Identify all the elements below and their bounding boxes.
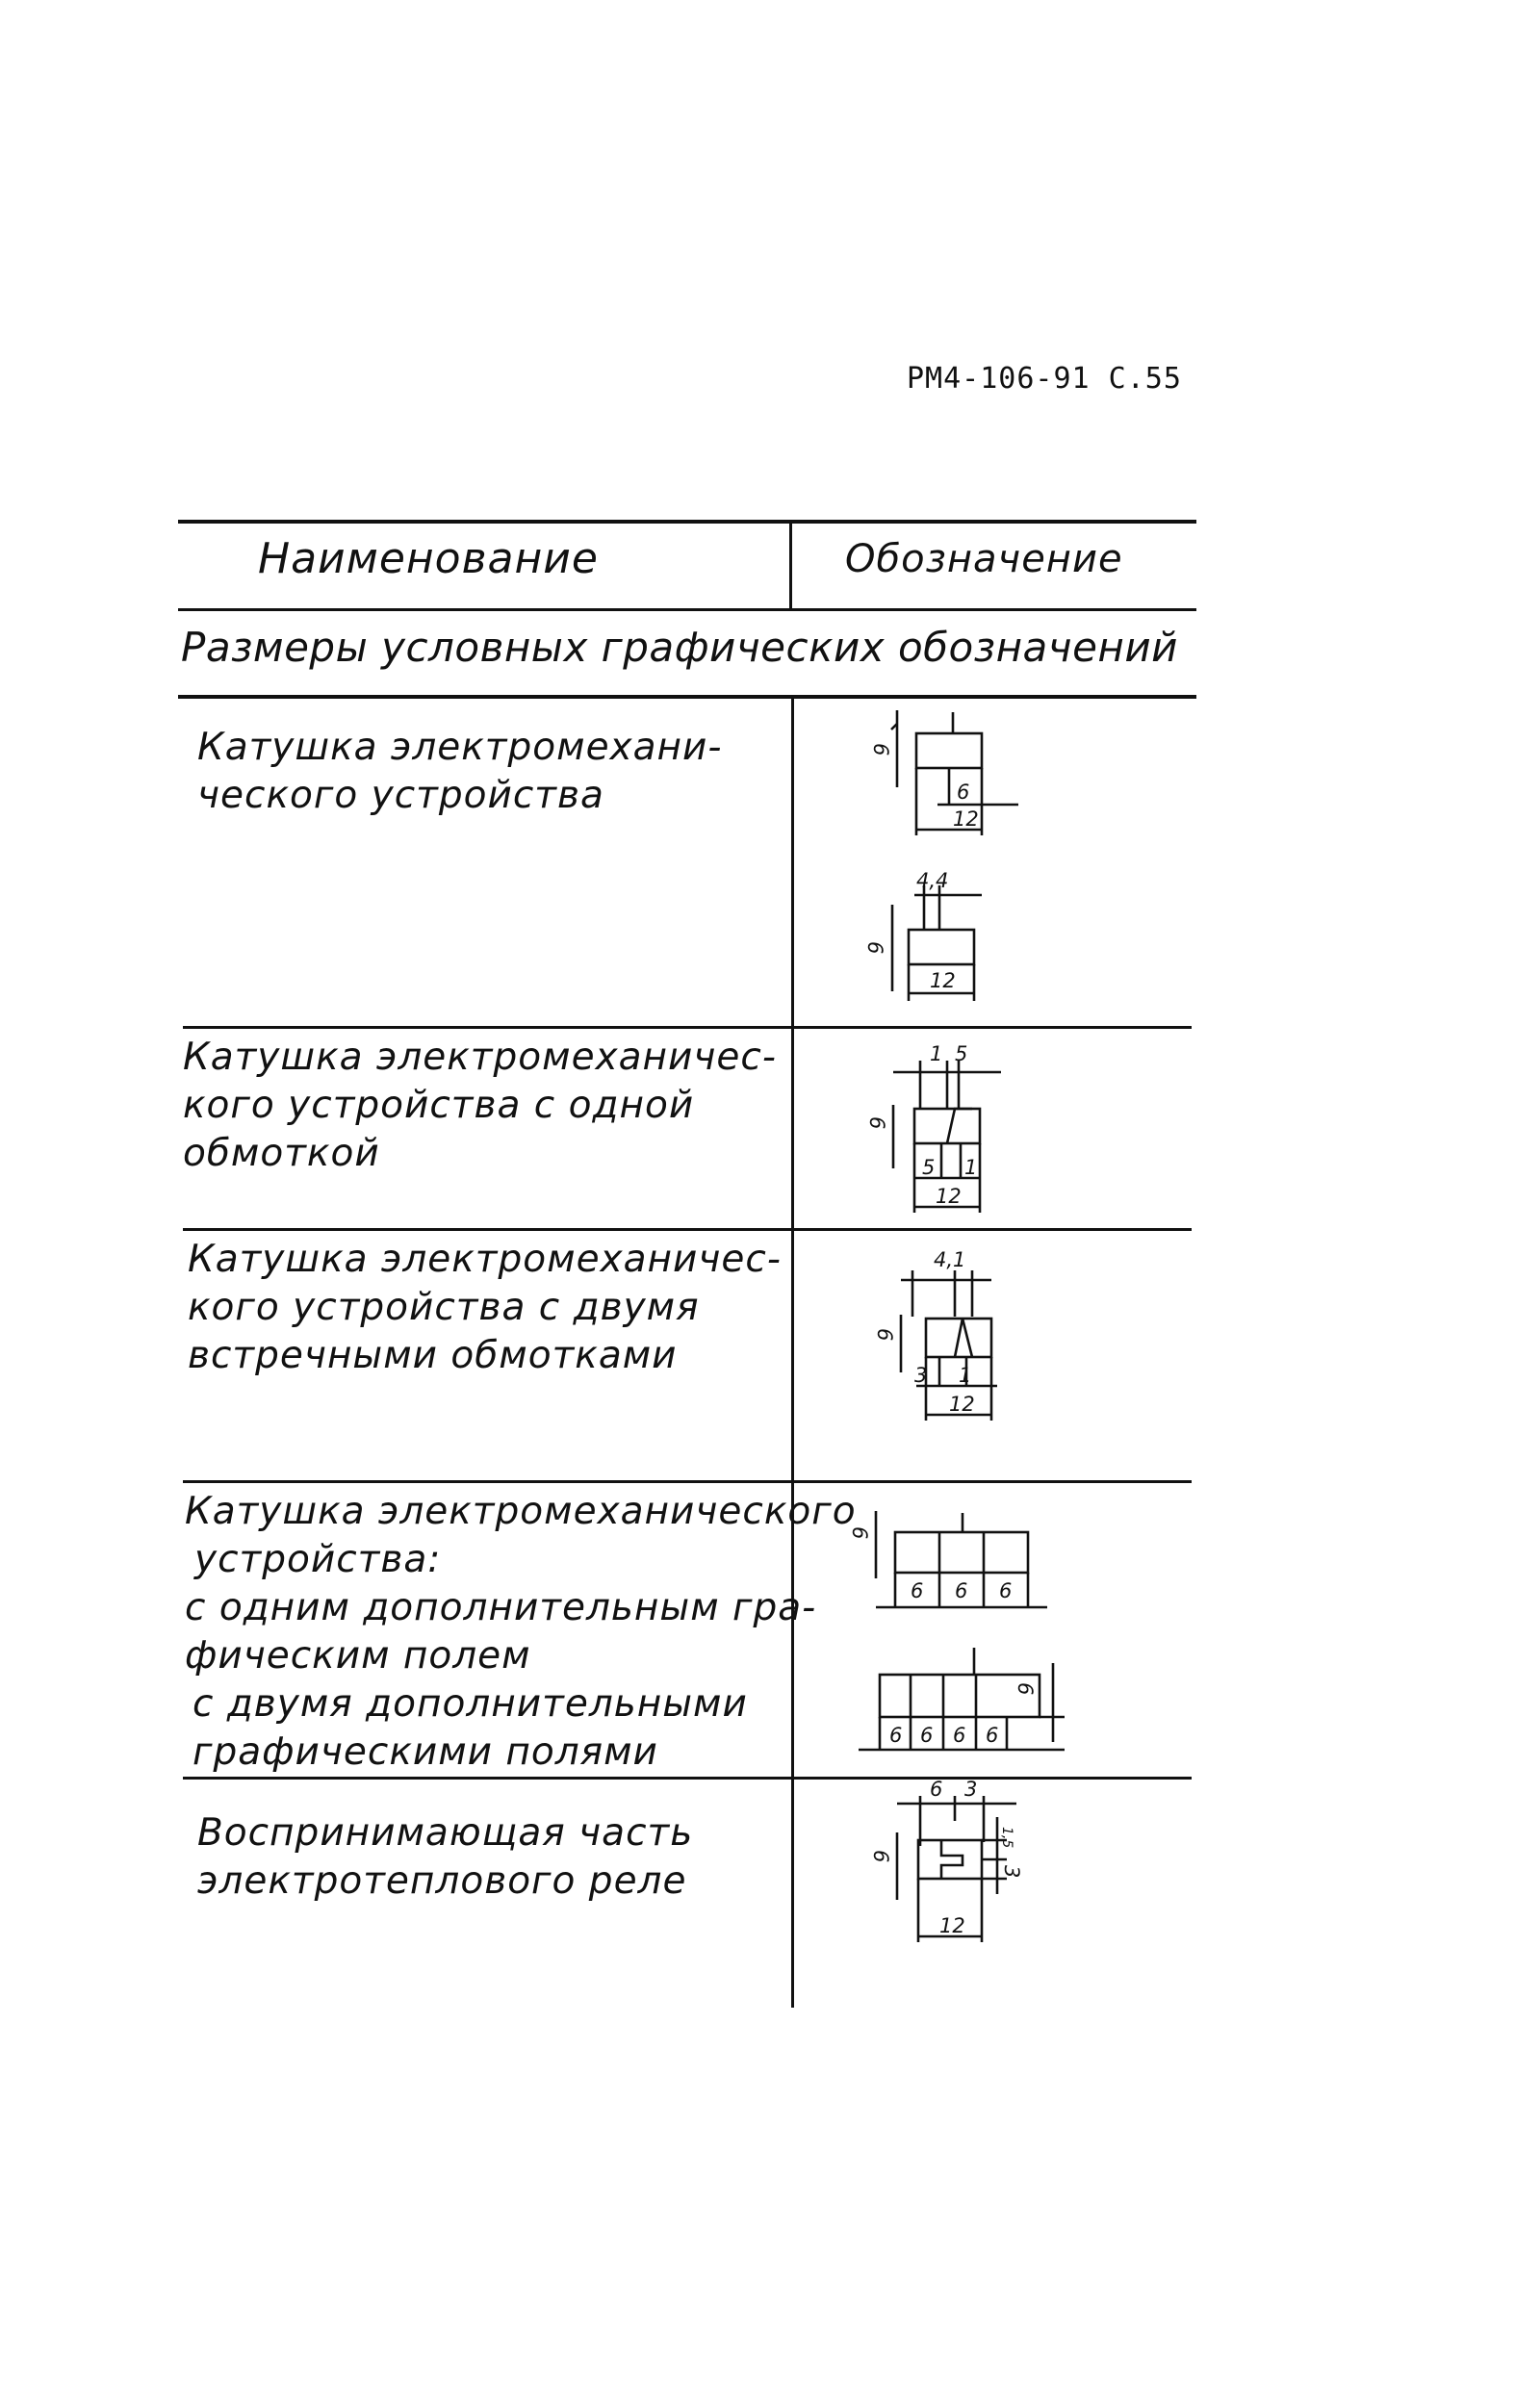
two-windings-b1-label: 3 xyxy=(914,1364,928,1387)
coil-basic-height-label: 6 xyxy=(869,743,892,756)
row-4b-line-1: с двумя дополнительными xyxy=(193,1682,748,1726)
relay-r2-label: 3 xyxy=(1000,1865,1023,1879)
two-windings-height-label: 6 xyxy=(873,1328,896,1342)
coil-two-extra-fields-symbol xyxy=(851,1636,1111,1771)
two-fields-c4-label: 6 xyxy=(986,1724,999,1747)
row-divider-2 xyxy=(183,1228,1192,1231)
body-column-divider xyxy=(791,697,794,2008)
table-top-rule xyxy=(178,520,1196,524)
two-fields-height-label: 6 xyxy=(1014,1682,1037,1696)
coil-symbol-alt xyxy=(859,866,1070,1020)
row-1-name xyxy=(197,724,722,820)
row-4a-line-4: фическим полем xyxy=(185,1634,531,1678)
row-4a-line-2: устройства: xyxy=(194,1538,442,1581)
coil-symbol-basic xyxy=(866,701,1078,855)
section-bottom-rule xyxy=(178,695,1196,699)
coil-one-winding-symbol xyxy=(859,1034,1070,1217)
row-3-line-2: кого устройства с двумя xyxy=(188,1286,700,1329)
relay-r1-label: 1,5 xyxy=(999,1827,1014,1849)
coil-basic-total-label: 12 xyxy=(953,807,979,831)
relay-width-label: 12 xyxy=(939,1914,965,1937)
coil-one-extra-field-symbol xyxy=(837,1501,1088,1636)
coil-basic-width-label: 6 xyxy=(957,781,970,804)
row-1-line-2: ческого устройства xyxy=(197,774,604,817)
thermal-relay-symbol xyxy=(862,1779,1084,1952)
one-field-c3-label: 6 xyxy=(999,1579,1013,1602)
row-4-name-b xyxy=(193,1680,748,1777)
row-2-line-1: Катушка электромеханичес- xyxy=(183,1036,777,1079)
one-winding-b1-label: 5 xyxy=(922,1156,936,1179)
one-field-c1-label: 6 xyxy=(911,1579,924,1602)
two-fields-c3-label: 6 xyxy=(953,1724,966,1747)
one-field-height-label: 6 xyxy=(848,1526,871,1540)
coil-alt-height-label: 6 xyxy=(863,941,886,955)
relay-top2-label: 3 xyxy=(964,1778,978,1801)
section-title: Размеры условных графических обозначений xyxy=(181,624,1178,671)
two-windings-top-label: 4,1 xyxy=(934,1248,966,1271)
column-header-name: Наименование xyxy=(258,534,599,583)
row-3-line-1: Катушка электромеханичес- xyxy=(188,1238,782,1281)
relay-top1-label: 6 xyxy=(930,1778,943,1801)
row-1-line-1: Катушка электромехани- xyxy=(197,726,723,769)
one-field-c2-label: 6 xyxy=(955,1579,968,1602)
row-5-line-2: электротеплового реле xyxy=(197,1859,687,1903)
header-bottom-rule xyxy=(178,608,1196,611)
one-winding-b2-label: 1 xyxy=(964,1156,978,1179)
coil-alt-width-label: 12 xyxy=(930,969,956,992)
row-divider-1 xyxy=(183,1026,1192,1029)
one-winding-width-label: 12 xyxy=(936,1185,962,1208)
one-winding-top2-label: 5 xyxy=(955,1042,968,1065)
row-5-name xyxy=(197,1809,693,1906)
coil-alt-top-label: 4,4 xyxy=(916,869,949,892)
two-windings-b2-label: 1 xyxy=(959,1364,972,1387)
row-4a-line-3: с одним дополнительным гра- xyxy=(185,1586,817,1629)
row-5-line-1: Воспринимающая часть xyxy=(197,1811,694,1855)
row-4b-line-2: графическими полями xyxy=(193,1730,658,1774)
two-fields-c2-label: 6 xyxy=(920,1724,934,1747)
column-header-symbol: Обозначение xyxy=(845,537,1123,581)
row-3-name xyxy=(188,1236,782,1380)
page-reference: РМ4-106-91 С.55 xyxy=(907,362,1182,396)
one-winding-height-label: 6 xyxy=(865,1116,888,1130)
two-windings-width-label: 12 xyxy=(949,1393,975,1416)
row-2-line-2: кого устройства с одной xyxy=(183,1084,695,1127)
coil-two-opposing-windings-symbol xyxy=(866,1242,1078,1434)
row-4a-line-1: Катушка электромеханического xyxy=(185,1490,857,1533)
one-winding-top1-label: 1 xyxy=(930,1042,943,1065)
row-2-line-3: обмоткой xyxy=(183,1132,380,1175)
row-divider-3 xyxy=(183,1480,1192,1483)
relay-height-label: 6 xyxy=(869,1850,892,1863)
row-3-line-3: встречными обмотками xyxy=(188,1334,678,1377)
row-2-name xyxy=(183,1034,777,1178)
row-4-name-a xyxy=(185,1488,857,1680)
header-column-divider xyxy=(789,520,792,610)
two-fields-c1-label: 6 xyxy=(889,1724,903,1747)
